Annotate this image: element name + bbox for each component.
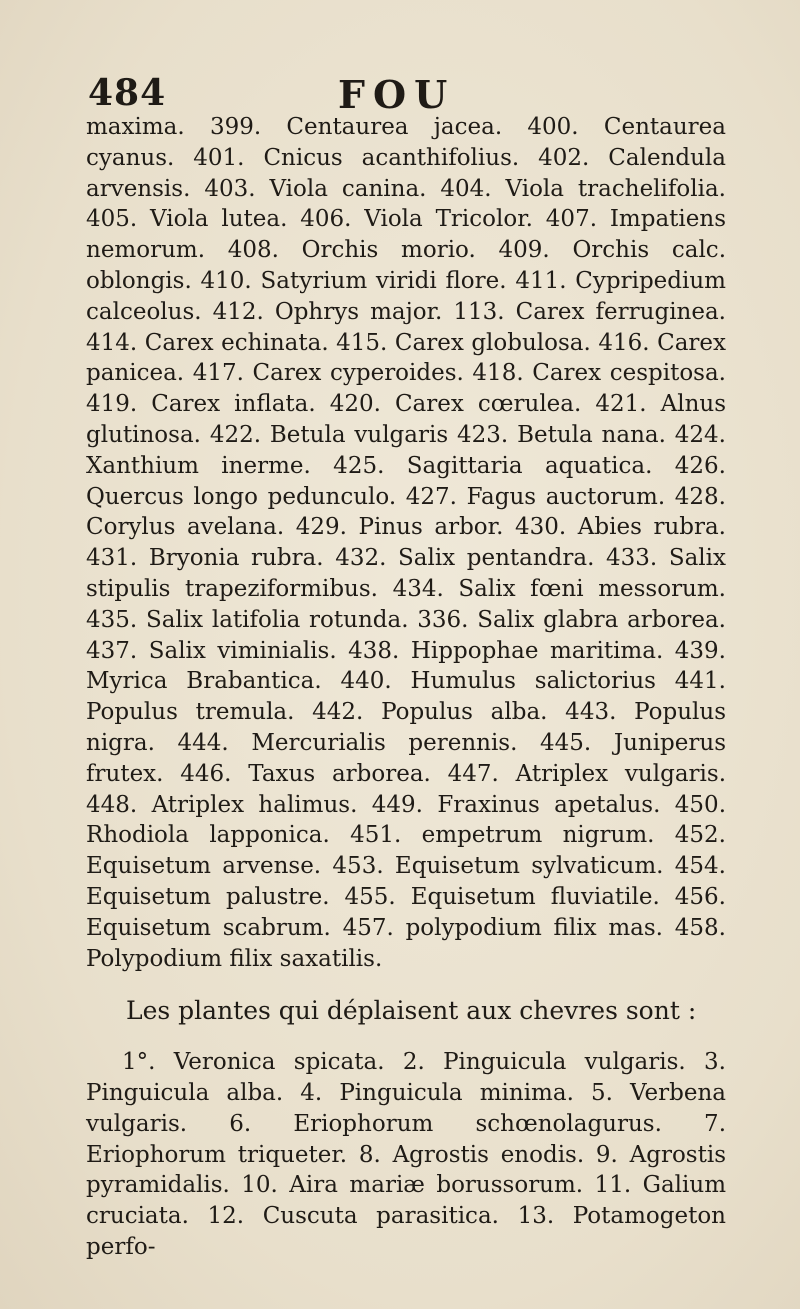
running-head: FOU <box>338 72 456 117</box>
goat-plants-paragraph: 1°. Veronica spicata. 2. Pinguicula vulgaris. 3. Pinguicula alba. 4. Pinguicula minima. 5. Verbena vulgaris. 6. Eriophorum schœnolagurus. 7. Eriophorum triqueter. 8. Agrostis enodis. 9. Agrostis pyramidalis. 10. Aira mariæ borussorum. 11. Galium cruciata. 12. Cuscuta parasitica. 13. Potamogeton perfo- <box>86 1049 726 1260</box>
body-text <box>86 112 726 1263</box>
page-header <box>88 72 528 117</box>
section-heading: Les plantes qui déplaisent aux chevres sont : <box>126 996 697 1026</box>
page-number: 484 <box>88 72 167 114</box>
plant-list-paragraph: maxima. 399. Centaurea jacea. 400. Centaurea cyanus. 401. Cnicus acanthifolius. 402. Calendula arvensis. 403. Viola canina. 404. Viola trachelifolia. 405. Viola lutea. 406. Viola Tricolor. 407. Impatiens nemorum. 408. Orchis morio. 409. Orchis calc. oblongis. 410. Satyrium viridi flore. 411. Cypripedium calceolus. 412. Ophrys major. 113. Carex ferruginea. 414. Carex echinata. 415. Carex globulosa. 416. Carex panicea. 417. Carex cyperoides. 418. Carex cespitosa. 419. Carex inflata. 420. Carex cœrulea. 421. Alnus glutinosa. 422. Betula vulgaris 423. Betula nana. 424. Xanthium inerme. 425. Sagittaria aquatica. 426. Quercus longo pedunculo. 427. Fagus auctorum. 428. Corylus avelana. 429. Pinus arbor. 430. Abies rubra. 431. Bryonia rubra. 432. Salix pentandra. 433. Salix stipulis trapeziformibus. 434. Salix fœni messorum. 435. Salix latifolia rotunda. 336. Salix glabra arborea. 437. Salix viminialis. 438. Hippophae maritima. 439. Myrica Brabantica. 440. Humulus salictorius 441. Populus tremula. 442. Populus alba. 443. Populus nigra. 444. Mercurialis perennis. 445. Juniperus frutex. 446. Taxus arborea. 447. Atriplex vulgaris. 448. Atriplex halimus. 449. Fraxinus apetalus. 450. Rhodiola lapponica. 451. empetrum nigrum. 452. Equisetum arvense. 453. Equisetum sylvaticum. 454. Equisetum palustre. 455. Equisetum fluviatile. 456. Equisetum scabrum. 457. polypodium filix mas. 458. Polypodium filix saxatilis. <box>86 114 726 972</box>
